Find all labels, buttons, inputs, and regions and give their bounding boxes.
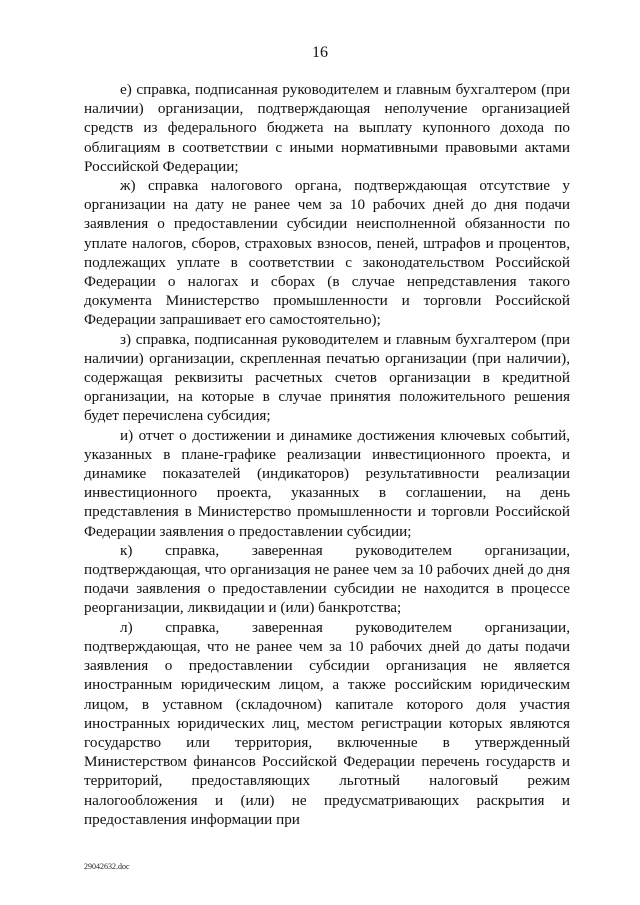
footer-filename: 29042632.doc: [84, 862, 130, 871]
paragraph-i: и) отчет о достижении и динамике достижения ключевых событий, указанных в плане-графике реализации инвестиционного проекта, и динамике показателей (индикаторов) результативности реализации инвестиционного проекта, указанных в соглашении, на день представления в Министерство промышленности и торговли Российской Федерации заявления о предоставлении субсидии;: [84, 426, 570, 540]
paragraph-e: е) справка, подписанная руководителем и главным бухгалтером (при наличии) организации, подтверждающая неполучение организацией средств из федерального бюджета на выплату купонного дохода по облигациям в соответствии с иными нормативными правовыми актами Российской Федерации;: [84, 81, 570, 175]
page-number: 16: [312, 44, 328, 61]
paragraph-k: к) справка, заверенная руководителем организации, подтверждающая, что организация не ранее чем за 10 рабочих дней до дня подачи заявления о предоставлении субсидии не находится в процессе реорганизации, ликвидации и (или) банкротства;: [84, 541, 570, 617]
document-body: [84, 80, 570, 829]
paragraph-l: л) справка, заверенная руководителем организации, подтверждающая, что не ранее чем за 10 рабочих дней до даты подачи заявления о предоставлении субсидии организация не является иностранным юридическим лицом, а также российским юридическим лицом, в уставном (складочном) капитале которого доля участия иностранных юридических лиц, местом регистрации которых являются государство или территория, включенные в утвержденный Министерством финансов Российской Федерации перечень государств и территорий, предоставляющих льготный налоговый режим налогообложения и (или) не предусматривающих раскрытия и предоставления информации при: [84, 618, 570, 828]
paragraph-z: з) справка, подписанная руководителем и главным бухгалтером (при наличии) организации, скрепленная печатью организации (при наличии), содержащая реквизиты расчетных счетов организации в кредитной организации, на которые в случае принятия положительного решения будет перечислена субсидия;: [84, 330, 570, 425]
paragraph-zh: ж) справка налогового органа, подтверждающая отсутствие у организации на дату не ранее чем за 10 рабочих дней до дня подачи заявления о предоставлении субсидии неисполненной обязанности по уплате налогов, сборов, страховых взносов, пеней, штрафов и процентов, подлежащих уплате в соответствии с законодательством Российской Федерации о налогах и сборах (в случае непредставления такого документа Министерство промышленности и торговли Российской Федерации запрашивает его самостоятельно);: [84, 177, 570, 329]
